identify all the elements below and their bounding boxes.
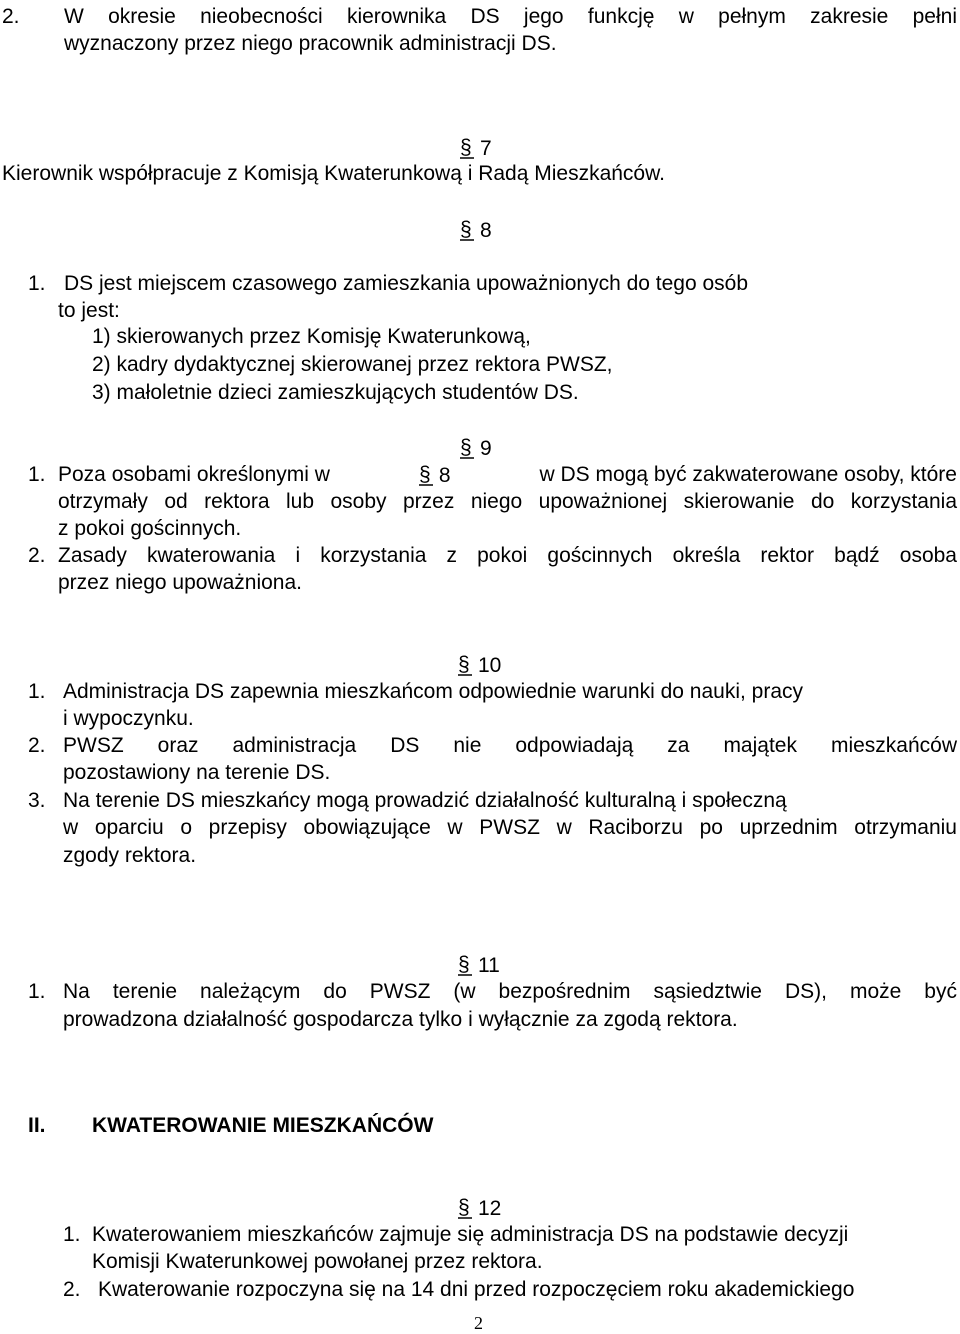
paragraph-line: z pokoi gościnnych. (58, 517, 242, 540)
section-sign-icon (460, 217, 474, 241)
svg-text:§: § (418, 463, 431, 486)
section-reference (419, 462, 451, 489)
svg-text:§: § (458, 653, 470, 676)
paragraph-line: to jest: (58, 299, 120, 322)
sub-list-item: 2) kadry dydaktycznej skierowanej przez rektora PWSZ, (92, 353, 613, 376)
section-number: 10 (478, 654, 502, 677)
svg-text:§: § (460, 218, 472, 241)
section-sign-icon (458, 1195, 472, 1219)
section-heading-9 (460, 435, 492, 462)
section-number: 8 (480, 219, 492, 242)
item-number: 2. (63, 1278, 81, 1301)
svg-text:§: § (460, 436, 472, 459)
paragraph-line: Kwaterowanie rozpoczyna się na 14 dni przed rozpoczęciem roku akademickiego (98, 1278, 855, 1301)
paragraph-line: Zasady kwaterowania i korzystania z pokoi gościnnych określa rektor bądź osoba (58, 544, 957, 567)
section-heading-11 (458, 952, 500, 979)
section-heading-12 (458, 1195, 501, 1222)
item-number: 1. (28, 680, 46, 703)
item-number: 1. (28, 272, 46, 295)
paragraph-line: i wypoczynku. (63, 707, 194, 730)
chapter-number: II. (28, 1114, 46, 1137)
sub-list-item: 3) małoletnie dzieci zamieszkujących studentów DS. (92, 381, 579, 404)
paragraph-line: przez niego upoważniona. (58, 571, 303, 594)
item-number: 1. (28, 980, 46, 1003)
svg-text:§: § (458, 953, 470, 976)
paragraph-line: Na terenie należącym do PWSZ (w bezpośrednim sąsiedztwie DS), może być (63, 980, 957, 1003)
paragraph-line: DS jest miejscem czasowego zamieszkania upoważnionych do tego osób (64, 272, 749, 295)
item-number: 1. (28, 463, 46, 486)
paragraph-line: w oparciu o przepisy obowiązujące w PWSZ w Raciborzu po uprzednim otrzymaniu (63, 816, 957, 839)
text-fragment: w DS mogą być zakwaterowane osoby, które (539, 463, 957, 486)
section-heading-10 (458, 652, 501, 679)
paragraph-line: Kwaterowaniem mieszkańców zajmuje się administracja DS na podstawie decyzji (92, 1223, 849, 1246)
paragraph-line: Kierownik współpracuje z Komisją Kwaterunkową i Radą Mieszkańców. (2, 162, 665, 185)
item-number: 2. (28, 734, 46, 757)
page-number: 2 (474, 1313, 483, 1333)
section-heading-8 (460, 217, 492, 244)
section-number: 7 (480, 137, 492, 160)
section-sign-icon (460, 435, 474, 459)
section-sign-icon (458, 952, 472, 976)
paragraph-line (58, 462, 957, 489)
sub-list-item: 1) skierowanych przez Komisję Kwaterunkową, (92, 325, 531, 348)
chapter-title: KWATEROWANIE MIESZKAŃCÓW (92, 1114, 434, 1137)
svg-text:§: § (460, 136, 472, 159)
paragraph-line: otrzymały od rektora lub osoby przez niego upoważnionej skierowanie do korzystania (58, 490, 957, 513)
paragraph-line: W okresie nieobecności kierownika DS jego funkcję w pełnym zakresie pełni (64, 5, 957, 28)
svg-text:§: § (458, 1196, 470, 1219)
section-number: 12 (478, 1197, 502, 1220)
paragraph-line: Komisji Kwaterunkowej powołanej przez rektora. (92, 1250, 543, 1273)
paragraph-line: wyznaczony przez niego pracownik administracji DS. (64, 32, 557, 55)
section-number: 9 (480, 437, 492, 460)
item-number: 2. (2, 5, 20, 28)
item-number: 1. (63, 1223, 81, 1246)
paragraph-line: Administracja DS zapewnia mieszkańcom odpowiednie warunki do nauki, pracy (63, 680, 804, 703)
section-sign-icon (458, 652, 472, 676)
section-reference-number: 8 (438, 464, 451, 487)
paragraph-line: zgody rektora. (63, 844, 197, 867)
text-fragment: Poza osobami określonymi w (58, 463, 330, 486)
section-sign-icon (460, 135, 474, 159)
section-number: 11 (478, 954, 500, 977)
item-number: 2. (28, 544, 46, 567)
paragraph-line: prowadzona działalność gospodarcza tylko i wyłącznie za zgodą rektora. (63, 1008, 738, 1031)
paragraph-line: PWSZ oraz administracja DS nie odpowiadają za majątek mieszkańców (63, 734, 957, 757)
section-sign-icon (419, 462, 433, 486)
section-heading-7 (460, 135, 492, 162)
item-number: 3. (28, 789, 46, 812)
paragraph-line: Na terenie DS mieszkańcy mogą prowadzić działalność kulturalną i społeczną (63, 789, 787, 812)
paragraph-line: pozostawiony na terenie DS. (63, 761, 331, 784)
